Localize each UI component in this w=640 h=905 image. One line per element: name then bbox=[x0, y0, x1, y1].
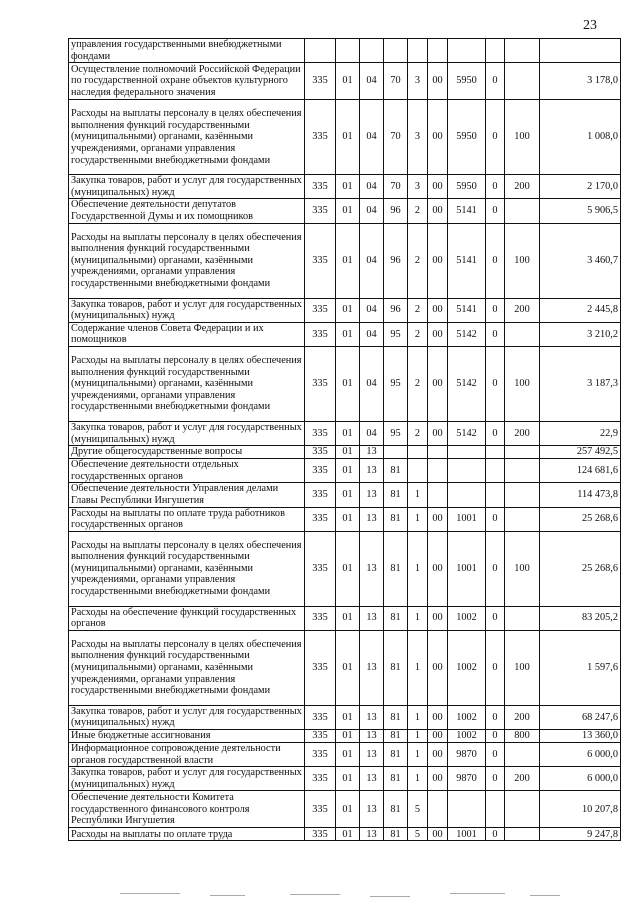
subprogram-code: 1 bbox=[408, 743, 428, 767]
program-code: 81 bbox=[384, 767, 408, 791]
program-code: 81 bbox=[384, 459, 408, 483]
ministry-code: 335 bbox=[305, 531, 336, 606]
subsection-code: 13 bbox=[360, 705, 384, 729]
direction-code bbox=[448, 39, 486, 63]
subprogram-code: 5 bbox=[408, 828, 428, 841]
direction-suffix: 0 bbox=[486, 346, 505, 421]
direction-code: 1002 bbox=[448, 630, 486, 705]
subsection-code: 04 bbox=[360, 100, 384, 175]
subsection-code: 04 bbox=[360, 322, 384, 346]
row-amount: 114 473,8 bbox=[540, 483, 621, 507]
direction-suffix bbox=[486, 791, 505, 828]
event-code bbox=[428, 39, 448, 63]
subprogram-code: 2 bbox=[408, 199, 428, 223]
table-row bbox=[69, 531, 621, 606]
subsection-code: 04 bbox=[360, 63, 384, 100]
subprogram-code: 1 bbox=[408, 507, 428, 531]
section-code: 01 bbox=[336, 531, 360, 606]
table-row bbox=[69, 606, 621, 630]
expense-type-code: 200 bbox=[505, 175, 540, 199]
ministry-code: 335 bbox=[305, 446, 336, 459]
subprogram-code: 2 bbox=[408, 421, 428, 445]
ministry-code: 335 bbox=[305, 483, 336, 507]
row-name: Закупка товаров, работ и услуг для государственных (муниципальных) нужд bbox=[69, 175, 305, 199]
direction-code: 5950 bbox=[448, 175, 486, 199]
subsection-code: 13 bbox=[360, 531, 384, 606]
table-row bbox=[69, 346, 621, 421]
subsection-code: 13 bbox=[360, 507, 384, 531]
subsection-code: 04 bbox=[360, 298, 384, 322]
row-amount: 3 460,7 bbox=[540, 223, 621, 298]
direction-suffix: 0 bbox=[486, 705, 505, 729]
expense-type-code: 200 bbox=[505, 767, 540, 791]
row-name: Закупка товаров, работ и услуг для государственных (муниципальных) нужд bbox=[69, 705, 305, 729]
row-name: Содержание членов Совета Федерации и их помощников bbox=[69, 322, 305, 346]
table-row bbox=[69, 421, 621, 445]
subsection-code: 13 bbox=[360, 743, 384, 767]
section-code: 01 bbox=[336, 705, 360, 729]
direction-code bbox=[448, 446, 486, 459]
direction-code bbox=[448, 459, 486, 483]
table-row bbox=[69, 223, 621, 298]
subprogram-code: 1 bbox=[408, 531, 428, 606]
expense-type-code bbox=[505, 63, 540, 100]
section-code: 01 bbox=[336, 459, 360, 483]
program-code: 81 bbox=[384, 630, 408, 705]
subsection-code: 13 bbox=[360, 828, 384, 841]
direction-code: 9870 bbox=[448, 743, 486, 767]
event-code: 00 bbox=[428, 63, 448, 100]
ministry-code: 335 bbox=[305, 322, 336, 346]
row-name: Расходы на выплаты персоналу в целях обеспечения выполнения функций государственными (муниципальными) органами, казёнными учреждениями, органами управления государственными внебюджетными фондами bbox=[69, 630, 305, 705]
program-code: 81 bbox=[384, 507, 408, 531]
section-code: 01 bbox=[336, 346, 360, 421]
row-amount: 6 000,0 bbox=[540, 743, 621, 767]
ministry-code: 335 bbox=[305, 63, 336, 100]
row-amount: 6 000,0 bbox=[540, 767, 621, 791]
row-name: Обеспечение деятельности депутатов Государственной Думы и их помощников bbox=[69, 199, 305, 223]
row-amount: 9 247,8 bbox=[540, 828, 621, 841]
table-row bbox=[69, 705, 621, 729]
row-amount: 3 178,0 bbox=[540, 63, 621, 100]
section-code: 01 bbox=[336, 298, 360, 322]
expense-type-code bbox=[505, 828, 540, 841]
expense-type-code bbox=[505, 446, 540, 459]
expense-type-code: 100 bbox=[505, 531, 540, 606]
event-code: 00 bbox=[428, 743, 448, 767]
expense-type-code bbox=[505, 791, 540, 828]
subprogram-code: 2 bbox=[408, 298, 428, 322]
section-code: 01 bbox=[336, 630, 360, 705]
row-amount: 22,9 bbox=[540, 421, 621, 445]
event-code: 00 bbox=[428, 298, 448, 322]
row-name: Закупка товаров, работ и услуг для государственных (муниципальных) нужд bbox=[69, 767, 305, 791]
subsection-code: 13 bbox=[360, 630, 384, 705]
row-amount: 68 247,6 bbox=[540, 705, 621, 729]
direction-suffix: 0 bbox=[486, 507, 505, 531]
event-code bbox=[428, 446, 448, 459]
expense-type-code bbox=[505, 39, 540, 63]
direction-code: 1001 bbox=[448, 828, 486, 841]
direction-code bbox=[448, 791, 486, 828]
subsection-code: 04 bbox=[360, 421, 384, 445]
direction-suffix: 0 bbox=[486, 100, 505, 175]
event-code: 00 bbox=[428, 199, 448, 223]
event-code: 00 bbox=[428, 730, 448, 743]
table-row bbox=[69, 459, 621, 483]
event-code: 00 bbox=[428, 705, 448, 729]
event-code: 00 bbox=[428, 223, 448, 298]
row-amount: 3 187,3 bbox=[540, 346, 621, 421]
subsection-code: 13 bbox=[360, 606, 384, 630]
direction-suffix: 0 bbox=[486, 743, 505, 767]
direction-suffix: 0 bbox=[486, 63, 505, 100]
direction-code: 5141 bbox=[448, 199, 486, 223]
expense-type-code bbox=[505, 483, 540, 507]
program-code bbox=[384, 39, 408, 63]
section-code: 01 bbox=[336, 828, 360, 841]
direction-code: 5142 bbox=[448, 421, 486, 445]
row-name: Расходы на выплаты по оплате труда bbox=[69, 828, 305, 841]
event-code bbox=[428, 791, 448, 828]
expense-type-code bbox=[505, 459, 540, 483]
row-name: Расходы на выплаты персоналу в целях обеспечения выполнения функций государственными (муниципальными) органами, казёнными учреждениями, органами управления государственными внебюджетными фондами bbox=[69, 223, 305, 298]
ministry-code: 335 bbox=[305, 298, 336, 322]
row-amount: 3 210,2 bbox=[540, 322, 621, 346]
row-name: Расходы на выплаты персоналу в целях обеспечения выполнения функций государственными (муниципальными) органами, казёнными учреждениями, органами управления государственными внебюджетными фондами bbox=[69, 346, 305, 421]
table-row bbox=[69, 100, 621, 175]
event-code: 00 bbox=[428, 767, 448, 791]
row-amount bbox=[540, 39, 621, 63]
table-row bbox=[69, 446, 621, 459]
subprogram-code bbox=[408, 459, 428, 483]
event-code: 00 bbox=[428, 630, 448, 705]
direction-code: 5142 bbox=[448, 346, 486, 421]
section-code: 01 bbox=[336, 483, 360, 507]
direction-suffix bbox=[486, 446, 505, 459]
row-amount: 124 681,6 bbox=[540, 459, 621, 483]
subsection-code: 04 bbox=[360, 346, 384, 421]
subsection-code: 13 bbox=[360, 483, 384, 507]
direction-suffix: 0 bbox=[486, 828, 505, 841]
section-code: 01 bbox=[336, 223, 360, 298]
table-row bbox=[69, 483, 621, 507]
direction-suffix: 0 bbox=[486, 223, 505, 298]
direction-suffix bbox=[486, 483, 505, 507]
event-code: 00 bbox=[428, 828, 448, 841]
ministry-code: 335 bbox=[305, 175, 336, 199]
program-code bbox=[384, 446, 408, 459]
row-name: Обеспечение деятельности Комитета государственного финансового контроля Республики Ингушетия bbox=[69, 791, 305, 828]
subprogram-code: 1 bbox=[408, 483, 428, 507]
subsection-code: 04 bbox=[360, 223, 384, 298]
program-code: 81 bbox=[384, 606, 408, 630]
direction-code: 5141 bbox=[448, 223, 486, 298]
expense-type-code: 100 bbox=[505, 223, 540, 298]
subsection-code: 13 bbox=[360, 459, 384, 483]
program-code: 70 bbox=[384, 175, 408, 199]
subsection-code: 04 bbox=[360, 199, 384, 223]
program-code: 81 bbox=[384, 743, 408, 767]
row-amount: 10 207,8 bbox=[540, 791, 621, 828]
subsection-code: 13 bbox=[360, 767, 384, 791]
ministry-code: 335 bbox=[305, 705, 336, 729]
expense-type-code: 800 bbox=[505, 730, 540, 743]
table-row bbox=[69, 630, 621, 705]
section-code: 01 bbox=[336, 322, 360, 346]
subprogram-code bbox=[408, 39, 428, 63]
budget-table bbox=[68, 38, 621, 841]
event-code: 00 bbox=[428, 100, 448, 175]
direction-code: 5950 bbox=[448, 100, 486, 175]
direction-suffix: 0 bbox=[486, 421, 505, 445]
expense-type-code bbox=[505, 606, 540, 630]
ministry-code: 335 bbox=[305, 743, 336, 767]
table-row bbox=[69, 828, 621, 841]
event-code: 00 bbox=[428, 421, 448, 445]
row-name: Иные бюджетные ассигнования bbox=[69, 730, 305, 743]
direction-suffix bbox=[486, 39, 505, 63]
row-name: Обеспечение деятельности Управления делами Главы Республики Ингушетия bbox=[69, 483, 305, 507]
subprogram-code bbox=[408, 446, 428, 459]
event-code: 00 bbox=[428, 322, 448, 346]
ministry-code: 335 bbox=[305, 767, 336, 791]
table-row bbox=[69, 791, 621, 828]
ministry-code: 335 bbox=[305, 459, 336, 483]
row-amount: 13 360,0 bbox=[540, 730, 621, 743]
row-name: Расходы на выплаты персоналу в целях обеспечения выполнения функций государственными (муниципальными) органами, казёнными учреждениями, органами управления государственными внебюджетными фондами bbox=[69, 100, 305, 175]
event-code bbox=[428, 459, 448, 483]
direction-suffix bbox=[486, 459, 505, 483]
direction-suffix: 0 bbox=[486, 175, 505, 199]
table-row bbox=[69, 175, 621, 199]
direction-code: 1002 bbox=[448, 606, 486, 630]
direction-code: 5950 bbox=[448, 63, 486, 100]
subprogram-code: 2 bbox=[408, 322, 428, 346]
table-row bbox=[69, 322, 621, 346]
direction-code: 5142 bbox=[448, 322, 486, 346]
ministry-code: 335 bbox=[305, 730, 336, 743]
row-amount: 2 170,0 bbox=[540, 175, 621, 199]
direction-suffix: 0 bbox=[486, 630, 505, 705]
subprogram-code: 1 bbox=[408, 767, 428, 791]
event-code: 00 bbox=[428, 346, 448, 421]
row-name: Другие общегосударственные вопросы bbox=[69, 446, 305, 459]
section-code: 01 bbox=[336, 507, 360, 531]
page-number: 23 bbox=[583, 18, 597, 33]
expense-type-code: 100 bbox=[505, 346, 540, 421]
subprogram-code: 1 bbox=[408, 606, 428, 630]
subsection-code: 13 bbox=[360, 446, 384, 459]
program-code: 70 bbox=[384, 100, 408, 175]
section-code: 01 bbox=[336, 199, 360, 223]
section-code: 01 bbox=[336, 767, 360, 791]
row-amount: 257 492,5 bbox=[540, 446, 621, 459]
ministry-code: 335 bbox=[305, 630, 336, 705]
row-name: Информационное сопровождение деятельности органов государственной власти bbox=[69, 743, 305, 767]
subprogram-code: 5 bbox=[408, 791, 428, 828]
expense-type-code: 100 bbox=[505, 630, 540, 705]
expense-type-code: 200 bbox=[505, 421, 540, 445]
direction-suffix: 0 bbox=[486, 298, 505, 322]
ministry-code: 335 bbox=[305, 606, 336, 630]
direction-suffix: 0 bbox=[486, 322, 505, 346]
row-amount: 5 906,5 bbox=[540, 199, 621, 223]
direction-code: 1002 bbox=[448, 730, 486, 743]
subsection-code: 13 bbox=[360, 791, 384, 828]
event-code: 00 bbox=[428, 606, 448, 630]
subsection-code: 04 bbox=[360, 175, 384, 199]
program-code: 81 bbox=[384, 791, 408, 828]
event-code: 00 bbox=[428, 175, 448, 199]
direction-code: 1002 bbox=[448, 705, 486, 729]
section-code: 01 bbox=[336, 791, 360, 828]
row-name: Обеспечение деятельности отдельных государственных органов bbox=[69, 459, 305, 483]
program-code: 81 bbox=[384, 531, 408, 606]
row-amount: 1 597,6 bbox=[540, 630, 621, 705]
program-code: 81 bbox=[384, 828, 408, 841]
row-amount: 2 445,8 bbox=[540, 298, 621, 322]
table-row bbox=[69, 199, 621, 223]
subprogram-code: 3 bbox=[408, 63, 428, 100]
event-code bbox=[428, 483, 448, 507]
ministry-code: 335 bbox=[305, 507, 336, 531]
row-amount: 25 268,6 bbox=[540, 531, 621, 606]
table-row bbox=[69, 507, 621, 531]
subsection-code: 13 bbox=[360, 730, 384, 743]
section-code: 01 bbox=[336, 63, 360, 100]
direction-code: 1001 bbox=[448, 531, 486, 606]
ministry-code: 335 bbox=[305, 828, 336, 841]
section-code: 01 bbox=[336, 743, 360, 767]
section-code: 01 bbox=[336, 175, 360, 199]
table-row bbox=[69, 730, 621, 743]
program-code: 96 bbox=[384, 298, 408, 322]
expense-type-code: 200 bbox=[505, 298, 540, 322]
program-code: 95 bbox=[384, 421, 408, 445]
row-name: Закупка товаров, работ и услуг для государственных (муниципальных) нужд bbox=[69, 421, 305, 445]
direction-suffix: 0 bbox=[486, 606, 505, 630]
direction-code: 5141 bbox=[448, 298, 486, 322]
expense-type-code bbox=[505, 743, 540, 767]
program-code: 81 bbox=[384, 483, 408, 507]
section-code: 01 bbox=[336, 100, 360, 175]
direction-code: 1001 bbox=[448, 507, 486, 531]
direction-suffix: 0 bbox=[486, 767, 505, 791]
row-name: Расходы на выплаты персоналу в целях обеспечения выполнения функций государственными (муниципальными) органами, казёнными учреждениями, органами управления государственными внебюджетными фондами bbox=[69, 531, 305, 606]
ministry-code: 335 bbox=[305, 421, 336, 445]
expense-type-code bbox=[505, 322, 540, 346]
subprogram-code: 1 bbox=[408, 630, 428, 705]
subsection-code bbox=[360, 39, 384, 63]
program-code: 81 bbox=[384, 705, 408, 729]
expense-type-code: 100 bbox=[505, 100, 540, 175]
section-code: 01 bbox=[336, 421, 360, 445]
program-code: 95 bbox=[384, 346, 408, 421]
row-amount: 83 205,2 bbox=[540, 606, 621, 630]
direction-code bbox=[448, 483, 486, 507]
program-code: 70 bbox=[384, 63, 408, 100]
row-amount: 25 268,6 bbox=[540, 507, 621, 531]
subprogram-code: 2 bbox=[408, 346, 428, 421]
row-name: Закупка товаров, работ и услуг для государственных (муниципальных) нужд bbox=[69, 298, 305, 322]
table-row bbox=[69, 39, 621, 63]
section-code bbox=[336, 39, 360, 63]
section-code: 01 bbox=[336, 730, 360, 743]
row-name: управления государственными внебюджетными фондами bbox=[69, 39, 305, 63]
row-amount: 1 008,0 bbox=[540, 100, 621, 175]
event-code: 00 bbox=[428, 531, 448, 606]
ministry-code: 335 bbox=[305, 223, 336, 298]
row-name: Осуществление полномочий Российской Федерации по государственной охране объектов культурного наследия федерального значения bbox=[69, 63, 305, 100]
direction-suffix: 0 bbox=[486, 531, 505, 606]
expense-type-code: 200 bbox=[505, 705, 540, 729]
table-row bbox=[69, 298, 621, 322]
subprogram-code: 2 bbox=[408, 223, 428, 298]
row-name: Расходы на выплаты по оплате труда работников государственных органов bbox=[69, 507, 305, 531]
subprogram-code: 3 bbox=[408, 175, 428, 199]
ministry-code: 335 bbox=[305, 791, 336, 828]
ministry-code: 335 bbox=[305, 346, 336, 421]
ministry-code: 335 bbox=[305, 100, 336, 175]
direction-suffix: 0 bbox=[486, 730, 505, 743]
expense-type-code bbox=[505, 199, 540, 223]
ministry-code bbox=[305, 39, 336, 63]
scan-noise bbox=[0, 891, 640, 899]
subprogram-code: 1 bbox=[408, 705, 428, 729]
program-code: 96 bbox=[384, 223, 408, 298]
table-row bbox=[69, 63, 621, 100]
event-code: 00 bbox=[428, 507, 448, 531]
direction-code: 9870 bbox=[448, 767, 486, 791]
table-row bbox=[69, 767, 621, 791]
table-row bbox=[69, 743, 621, 767]
row-name: Расходы на обеспечение функций государственных органов bbox=[69, 606, 305, 630]
expense-type-code bbox=[505, 507, 540, 531]
subprogram-code: 1 bbox=[408, 730, 428, 743]
program-code: 95 bbox=[384, 322, 408, 346]
section-code: 01 bbox=[336, 446, 360, 459]
direction-suffix: 0 bbox=[486, 199, 505, 223]
ministry-code: 335 bbox=[305, 199, 336, 223]
subprogram-code: 3 bbox=[408, 100, 428, 175]
program-code: 81 bbox=[384, 730, 408, 743]
program-code: 96 bbox=[384, 199, 408, 223]
section-code: 01 bbox=[336, 606, 360, 630]
